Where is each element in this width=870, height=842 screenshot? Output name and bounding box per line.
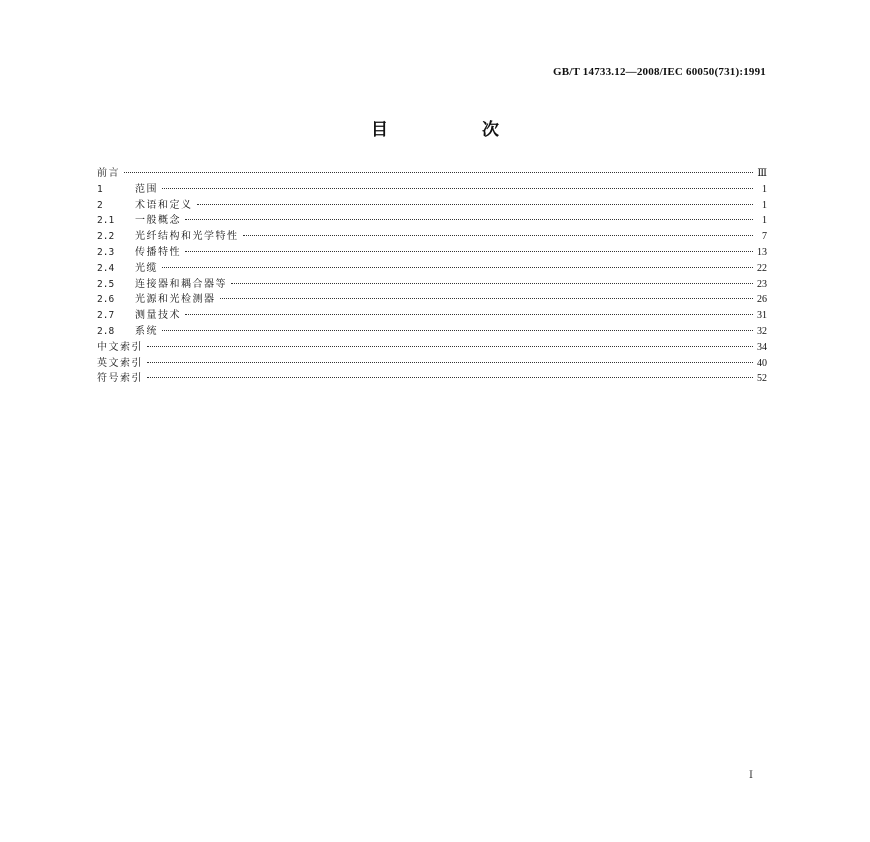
toc-entry-number: 1: [97, 183, 103, 195]
toc-entry-number: 2.8: [97, 325, 115, 337]
toc-entry-number: 2.1: [97, 215, 115, 227]
toc-entry-page: 13: [757, 246, 767, 258]
toc-entry-2-7[interactable]: [97, 308, 767, 324]
toc-leader-dots: [162, 330, 753, 331]
toc-leader-dots: [231, 283, 753, 284]
toc-entry-2-3[interactable]: [97, 245, 767, 261]
page-title: 目 次: [371, 120, 543, 140]
toc-entry-number: 2.3: [97, 246, 115, 258]
toc-leader-dots: [147, 362, 753, 363]
toc-entry-page: 22: [757, 262, 767, 274]
toc-entry-2-6[interactable]: [97, 292, 767, 308]
toc-entry-page: Ⅲ: [757, 168, 767, 179]
toc-entry-terms[interactable]: [97, 198, 767, 214]
toc-entry-title: 术语和定义: [135, 199, 193, 211]
toc-entry-2-2[interactable]: [97, 229, 767, 245]
toc-entry-title: 系统: [135, 325, 158, 337]
toc-leader-dots: [220, 298, 754, 299]
toc-entry-title: 范围: [135, 183, 158, 195]
toc-entry-foreword[interactable]: [97, 166, 767, 182]
toc-entry-title: 英文索引: [97, 357, 143, 369]
toc-entry-number: 2.2: [97, 231, 115, 243]
toc-entry-number: 2: [97, 199, 103, 211]
toc-entry-page: 7: [762, 231, 767, 243]
toc-leader-dots: [162, 188, 753, 189]
toc-entry-2-8[interactable]: [97, 324, 767, 340]
toc-entry-title: 光纤结构和光学特性: [135, 231, 239, 243]
toc-entry-title: 光缆: [135, 262, 158, 274]
toc-leader-dots: [185, 314, 753, 315]
toc-entry-title: 连接器和耦合器等: [135, 278, 227, 290]
toc-entry-page: 52: [757, 373, 767, 385]
toc-leader-dots: [197, 204, 754, 205]
toc-leader-dots: [185, 251, 753, 252]
toc-entry-number: 2.7: [97, 310, 115, 322]
toc-entry-english-index[interactable]: [97, 356, 767, 372]
toc-entry-page: 23: [757, 278, 767, 290]
toc-entry-2-1[interactable]: [97, 213, 767, 229]
toc-entry-number: 2.4: [97, 262, 115, 274]
standard-number: GB/T 14733.12—2008/IEC 60050(731):1991: [552, 66, 766, 78]
toc-entry-title: 符号索引: [97, 373, 143, 385]
toc-entry-symbol-index[interactable]: [97, 371, 767, 387]
table-of-contents: [97, 166, 767, 387]
page-number: Ⅰ: [749, 770, 753, 781]
toc-entry-number: 2.5: [97, 278, 115, 290]
toc-entry-title: 前言: [97, 168, 120, 179]
toc-entry-page: 31: [757, 310, 767, 322]
toc-entry-title: 中文索引: [97, 341, 143, 353]
toc-entry-scope[interactable]: [97, 182, 767, 198]
toc-entry-page: 1: [762, 215, 767, 227]
toc-entry-page: 26: [757, 294, 767, 306]
toc-leader-dots: [162, 267, 753, 268]
toc-entry-page: 1: [762, 199, 767, 211]
toc-entry-2-5[interactable]: [97, 277, 767, 293]
toc-leader-dots: [147, 346, 753, 347]
toc-entry-page: 40: [757, 357, 767, 369]
toc-entry-title: 测量技术: [135, 310, 181, 322]
toc-leader-dots: [124, 172, 753, 173]
toc-leader-dots: [147, 377, 753, 378]
toc-entry-number: 2.6: [97, 294, 115, 306]
toc-entry-page: 34: [757, 341, 767, 353]
toc-leader-dots: [185, 219, 753, 220]
toc-entry-title: 光源和光检测器: [135, 294, 216, 306]
toc-entry-title: 传播特性: [135, 246, 181, 258]
toc-entry-page: 32: [757, 325, 767, 337]
toc-leader-dots: [243, 235, 754, 236]
toc-entry-2-4[interactable]: [97, 261, 767, 277]
toc-entry-title: 一般概念: [135, 215, 181, 227]
toc-entry-chinese-index[interactable]: [97, 340, 767, 356]
toc-entry-page: 1: [762, 183, 767, 195]
